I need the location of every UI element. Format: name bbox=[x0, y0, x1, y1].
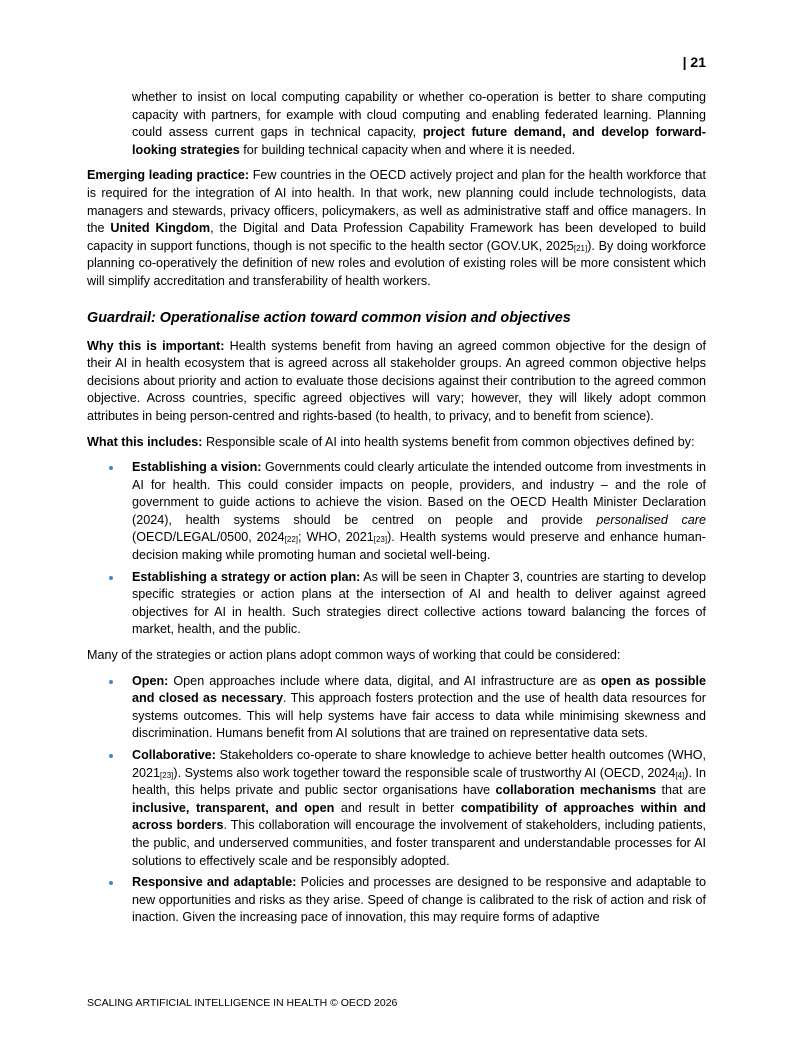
page-body bbox=[87, 89, 706, 935]
item-label: Responsive and adaptable: bbox=[132, 875, 297, 890]
citation-ref[interactable]: [21] bbox=[573, 243, 588, 253]
text: ). In health, this helps private and public sector organisations have bbox=[132, 765, 706, 798]
text: ). Systems also work together toward the responsible scale of trustworthy AI (OECD, 2024 bbox=[173, 765, 676, 780]
emphasis: inclusive, transparent, and open bbox=[132, 800, 335, 815]
bullet-icon bbox=[109, 466, 113, 470]
bullet-icon bbox=[109, 881, 113, 885]
item-label: Establishing a vision: bbox=[132, 460, 262, 475]
item-label: Open: bbox=[132, 673, 169, 688]
citation-ref[interactable]: [23] bbox=[373, 535, 388, 545]
text: Few countries in the OECD actively project and plan for the health workforce that is required for the integration of AI into health. In that work, new planning could include technologists, data managers and stewards, privacy officers, policymakers, as well as administrative staff and office managers. In the bbox=[87, 168, 706, 236]
list-item bbox=[87, 747, 706, 870]
text: (OECD/LEGAL/0500, 2024 bbox=[132, 530, 285, 545]
citation-ref[interactable]: [23] bbox=[160, 770, 174, 780]
emphasis: compatibility of approaches within and across borders bbox=[132, 800, 706, 833]
text: . This approach fosters protection and the use of health data resources for systems outcomes. This will help systems have fair access to data while minimising skewness and discrimination. Humans benefit from AI solutions that are trained on representative data sets. bbox=[132, 691, 706, 741]
list-item bbox=[87, 569, 706, 639]
emerging-practice-paragraph bbox=[87, 167, 706, 290]
list-item bbox=[87, 459, 706, 565]
text: Responsible scale of AI into health systems benefit from common objectives defined by: bbox=[202, 434, 695, 449]
text: ; WHO, 2021 bbox=[298, 530, 374, 545]
text: , the Digital and Data Profession Capability Framework has been developed to build capacity in support functions, though is not specific to the health sector (GOV.UK, 2025 bbox=[87, 221, 706, 253]
page-footer: SCALING ARTIFICIAL INTELLIGENCE IN HEALTH © OECD 2026 bbox=[87, 997, 398, 1009]
item-label: Collaborative: bbox=[132, 748, 216, 762]
text: Stakeholders co-operate to share knowledge to achieve better health outcomes (WHO, 2021 bbox=[132, 748, 706, 780]
section-heading: Guardrail: Operationalise action toward common vision and objectives bbox=[87, 309, 571, 326]
emphasis: project future demand, and develop forward-looking strategies bbox=[132, 125, 706, 157]
paragraph-label: Why this is important: bbox=[87, 338, 225, 353]
paragraph-label: Emerging leading practice: bbox=[87, 168, 250, 183]
text: and result in better bbox=[334, 800, 461, 815]
text: Governments could clearly articulate the intended outcome from investments in AI for health. This could consider impacts on people, providers, and industry – and the role of government to guide actions to achieve the vision. Based on the OECD Health Minister Declaration (2024), health systems should be centred on people and provide bbox=[132, 460, 706, 527]
text: . This collaboration will encourage the involvement of stakeholders, including patients, the public, and underserved communities, and foster transparent and understandable processes for AI solutions to effectively scale and be responsibly adopted. bbox=[132, 818, 707, 868]
text: that are bbox=[656, 783, 706, 798]
emphasis: collaboration mechanisms bbox=[495, 783, 657, 798]
intro-paragraph bbox=[87, 89, 706, 159]
list-item bbox=[87, 874, 706, 927]
text: Health systems benefit from having an agreed common objective for the design of their AI in health ecosystem that is agreed across all stakeholder groups. An agreed common objective helps decisions about priority and action to evaluate those decisions against their contribution to the agreed common objective. Across countries, specific agreed objectives will vary; however, they will likely adopt common attributes in being person-centred and rights-based (to health, to privacy, and to benefit from science). bbox=[87, 338, 707, 423]
emphasis: open as possible and closed as necessary bbox=[132, 673, 706, 706]
text: for building technical capacity when and where it is needed. bbox=[239, 142, 576, 157]
text: Open approaches include where data, digital, and AI infrastructure are as bbox=[168, 673, 601, 688]
bullet-icon bbox=[109, 680, 113, 684]
emphasis: United Kingdom bbox=[110, 221, 211, 236]
bullet-icon bbox=[109, 754, 113, 758]
page-number: | 21 bbox=[682, 54, 706, 70]
citation-ref[interactable]: [4] bbox=[675, 770, 685, 780]
list-item bbox=[87, 673, 706, 743]
bullet-icon bbox=[109, 576, 113, 580]
objectives-list bbox=[87, 459, 706, 639]
ways-of-working-list bbox=[87, 673, 706, 927]
text: As will be seen in Chapter 3, countries are starting to develop specific strategies or action plans at the intersection of AI and health to deliver against agreed objectives for AI in health. Such strategies direct collective actions toward balancing the forces of market, health, and the public. bbox=[132, 569, 707, 637]
paragraph-label: What this includes: bbox=[87, 434, 203, 449]
text: whether to insist on local computing capability or whether co-operation is better to share computing capacity with partners, for example with cloud computing and enabling federated learning. Planning could assess current gaps in technical capacity, bbox=[132, 90, 706, 140]
item-label: Establishing a strategy or action plan: bbox=[132, 569, 361, 584]
text: Policies and processes are designed to be responsive and adaptable to new opportunities and risks as they arise. Speed of change is calibrated to the risk of action and risk of inaction. Given the increasing pace of innovation, this may require forms of adaptive bbox=[132, 875, 707, 925]
italic-text: personalised care bbox=[596, 512, 706, 527]
text: ). Health systems would preserve and enhance human-decision making while promoting human and societal well-being. bbox=[132, 530, 706, 563]
ways-of-working-paragraph: Many of the strategies or action plans adopt common ways of working that could be considered: bbox=[87, 648, 621, 663]
citation-ref[interactable]: [22] bbox=[284, 535, 299, 545]
why-paragraph bbox=[87, 338, 706, 426]
text: ). By doing workforce planning co-operatively the definition of new roles and evolution of existing roles will be more consistent which will simplify accreditation and transferability of health workers. bbox=[87, 238, 706, 288]
what-paragraph bbox=[87, 434, 706, 452]
